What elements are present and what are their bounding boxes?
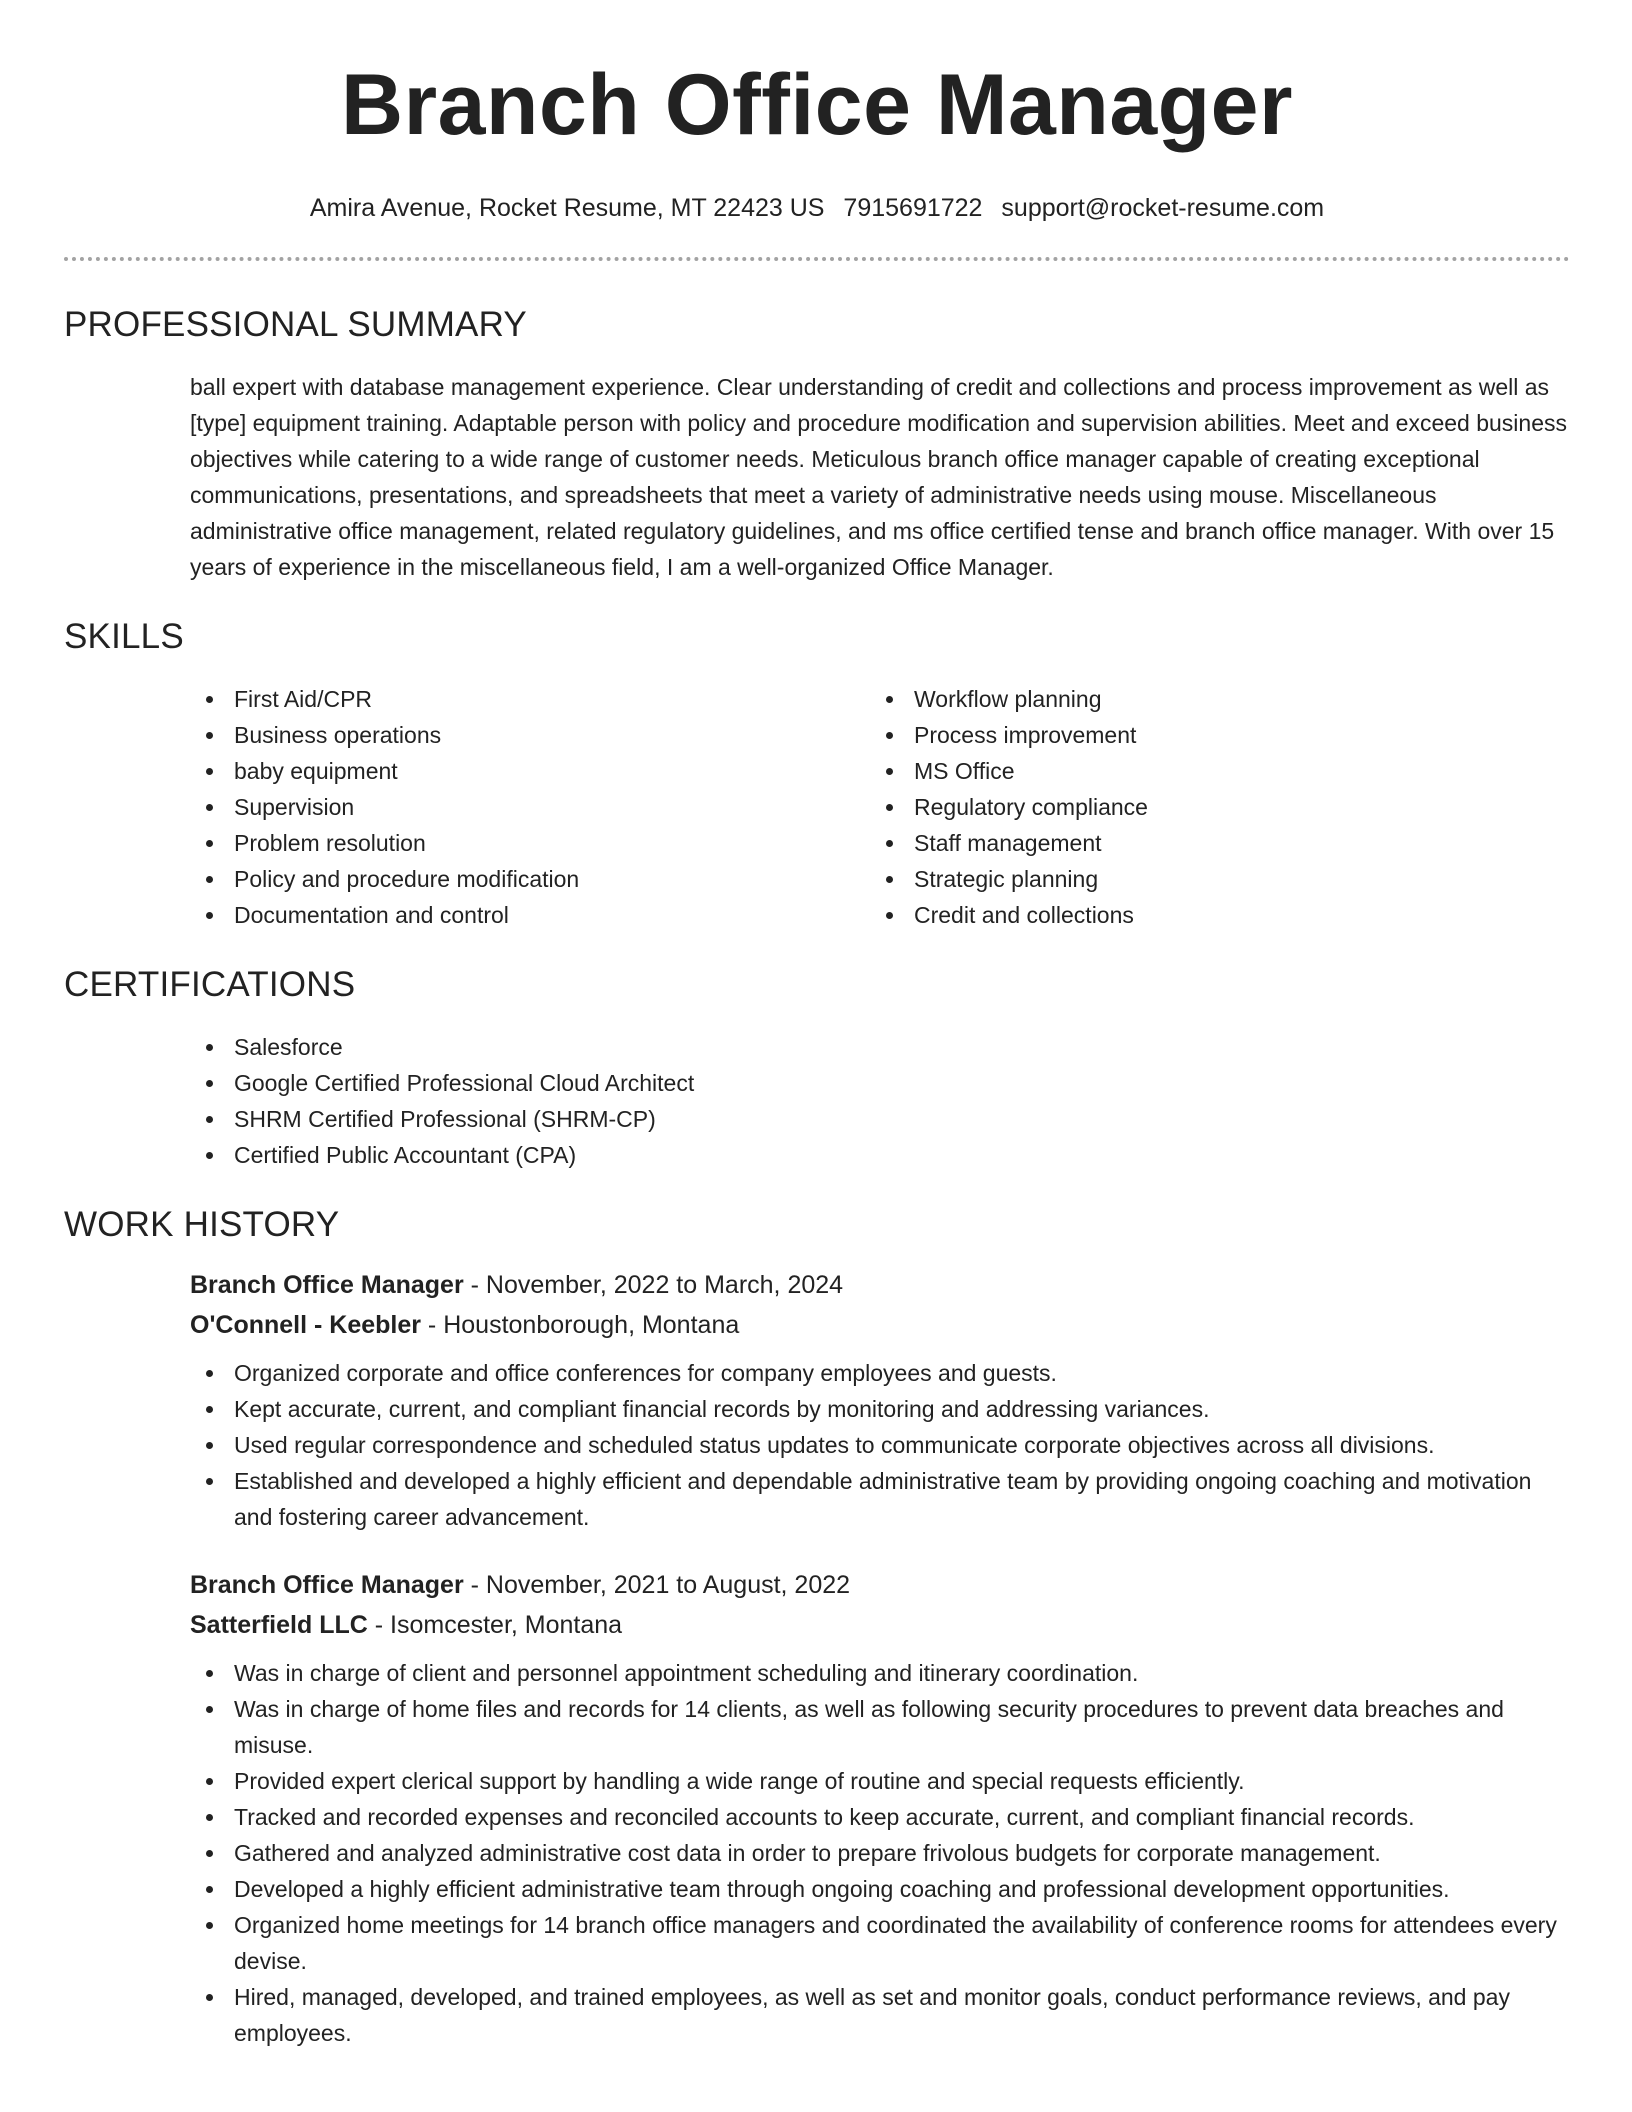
resume-page [64, 0, 1570, 2051]
skills-column-left [190, 681, 870, 933]
skill-item: Strategic planning [870, 861, 1550, 897]
job-title-line [190, 1265, 1570, 1305]
skill-item: Documentation and control [190, 897, 870, 933]
skill-item: baby equipment [190, 753, 870, 789]
certification-item: Certified Public Accountant (CPA) [190, 1137, 1570, 1173]
skill-item: Supervision [190, 789, 870, 825]
summary-text: ball expert with database management experience. Clear understanding of credit and collections and process improvement as well as [type] equipment training. Adaptable person with policy and procedure modification and supervision abilities. Meet and exceed business objectives while catering to a wide range of customer needs. Meticulous branch office manager capable of creating exceptional communications, presentations, and spreadsheets that meet a variety of administrative needs using mouse. Miscellaneous administrative office management, related regulatory guidelines, and ms office certified tense and branch office manager. With over 15 years of experience in the miscellaneous field, I am a well-organized Office Manager. [190, 374, 1568, 580]
job-duty: Hired, managed, developed, and trained employees, as well as set and monitor goals, conduct performance reviews, and pay employees. [190, 1979, 1570, 2051]
job-duties-list [190, 1355, 1570, 1535]
contact-line [64, 194, 1570, 223]
skill-item: Workflow planning [870, 681, 1550, 717]
job-duty: Developed a highly efficient administrative team through ongoing coaching and professional development opportunities. [190, 1871, 1570, 1907]
certification-item: Google Certified Professional Cloud Architect [190, 1065, 1570, 1101]
job-duty: Used regular correspondence and scheduled status updates to communicate corporate objectives across all divisions. [190, 1427, 1570, 1463]
job-duty: Tracked and recorded expenses and reconciled accounts to keep accurate, current, and compliant financial records. [190, 1799, 1570, 1835]
resume-name: Branch Office Manager [341, 57, 1293, 153]
skill-item: MS Office [870, 753, 1550, 789]
skills-list [190, 681, 1570, 933]
skill-item: Problem resolution [190, 825, 870, 861]
job-duty: Gathered and analyzed administrative cost data in order to prepare frivolous budgets for corporate management. [190, 1835, 1570, 1871]
skill-item: Policy and procedure modification [190, 861, 870, 897]
job-title-line [190, 1565, 1570, 1605]
skill-item: Credit and collections [870, 897, 1550, 933]
job-duty: Was in charge of home files and records for 14 clients, as well as following security procedures to prevent data breaches and misuse. [190, 1691, 1570, 1763]
job-role: Branch Office Manager [190, 1271, 464, 1299]
job-duty: Kept accurate, current, and compliant financial records by monitoring and addressing variances. [190, 1391, 1570, 1427]
job-company: Satterfield LLC [190, 1611, 368, 1639]
job-dates: - November, 2021 to August, 2022 [463, 1571, 851, 1599]
job-entry [190, 1265, 1570, 1345]
job-role: Branch Office Manager [190, 1571, 464, 1599]
certification-item: Salesforce [190, 1029, 1570, 1065]
skill-item: Process improvement [870, 717, 1550, 753]
job-duty: Organized home meetings for 14 branch office managers and coordinated the availability of conference rooms for attendees every devise. [190, 1907, 1570, 1979]
job-location: - Isomcester, Montana [367, 1611, 623, 1639]
skills-column-right [870, 681, 1550, 933]
job-company-line [190, 1305, 1570, 1345]
job-company: O'Connell - Keebler [190, 1311, 421, 1339]
job-duty: Established and developed a highly efficient and dependable administrative team by providing ongoing coaching and motivation and fostering career advancement. [190, 1463, 1570, 1535]
job-duty: Organized corporate and office conferences for company employees and guests. [190, 1355, 1570, 1391]
job-location: - Houstonborough, Montana [420, 1311, 740, 1339]
skill-item: First Aid/CPR [190, 681, 870, 717]
skill-item: Staff management [870, 825, 1550, 861]
job-duty: Was in charge of client and personnel appointment scheduling and itinerary coordination. [190, 1655, 1570, 1691]
job-dates: - November, 2022 to March, 2024 [463, 1271, 844, 1299]
header-divider [64, 257, 1570, 261]
skills-heading: SKILLS [64, 617, 184, 656]
certifications-list [190, 1029, 1570, 1173]
job-duty: Provided expert clerical support by handling a wide range of routine and special requests efficiently. [190, 1763, 1570, 1799]
contact-address: Amira Avenue, Rocket Resume, MT 22423 US [309, 194, 825, 222]
contact-phone: 7915691722 [843, 194, 983, 222]
contact-email: support@rocket-resume.com [1001, 194, 1325, 222]
skill-item: Business operations [190, 717, 870, 753]
work-history-heading: WORK HISTORY [64, 1205, 340, 1244]
job-duties-list [190, 1655, 1570, 2051]
certifications-heading: CERTIFICATIONS [64, 965, 356, 1004]
job-entry [190, 1565, 1570, 1645]
summary-heading: PROFESSIONAL SUMMARY [64, 305, 527, 344]
job-company-line [190, 1605, 1570, 1645]
certification-item: SHRM Certified Professional (SHRM-CP) [190, 1101, 1570, 1137]
skill-item: Regulatory compliance [870, 789, 1550, 825]
